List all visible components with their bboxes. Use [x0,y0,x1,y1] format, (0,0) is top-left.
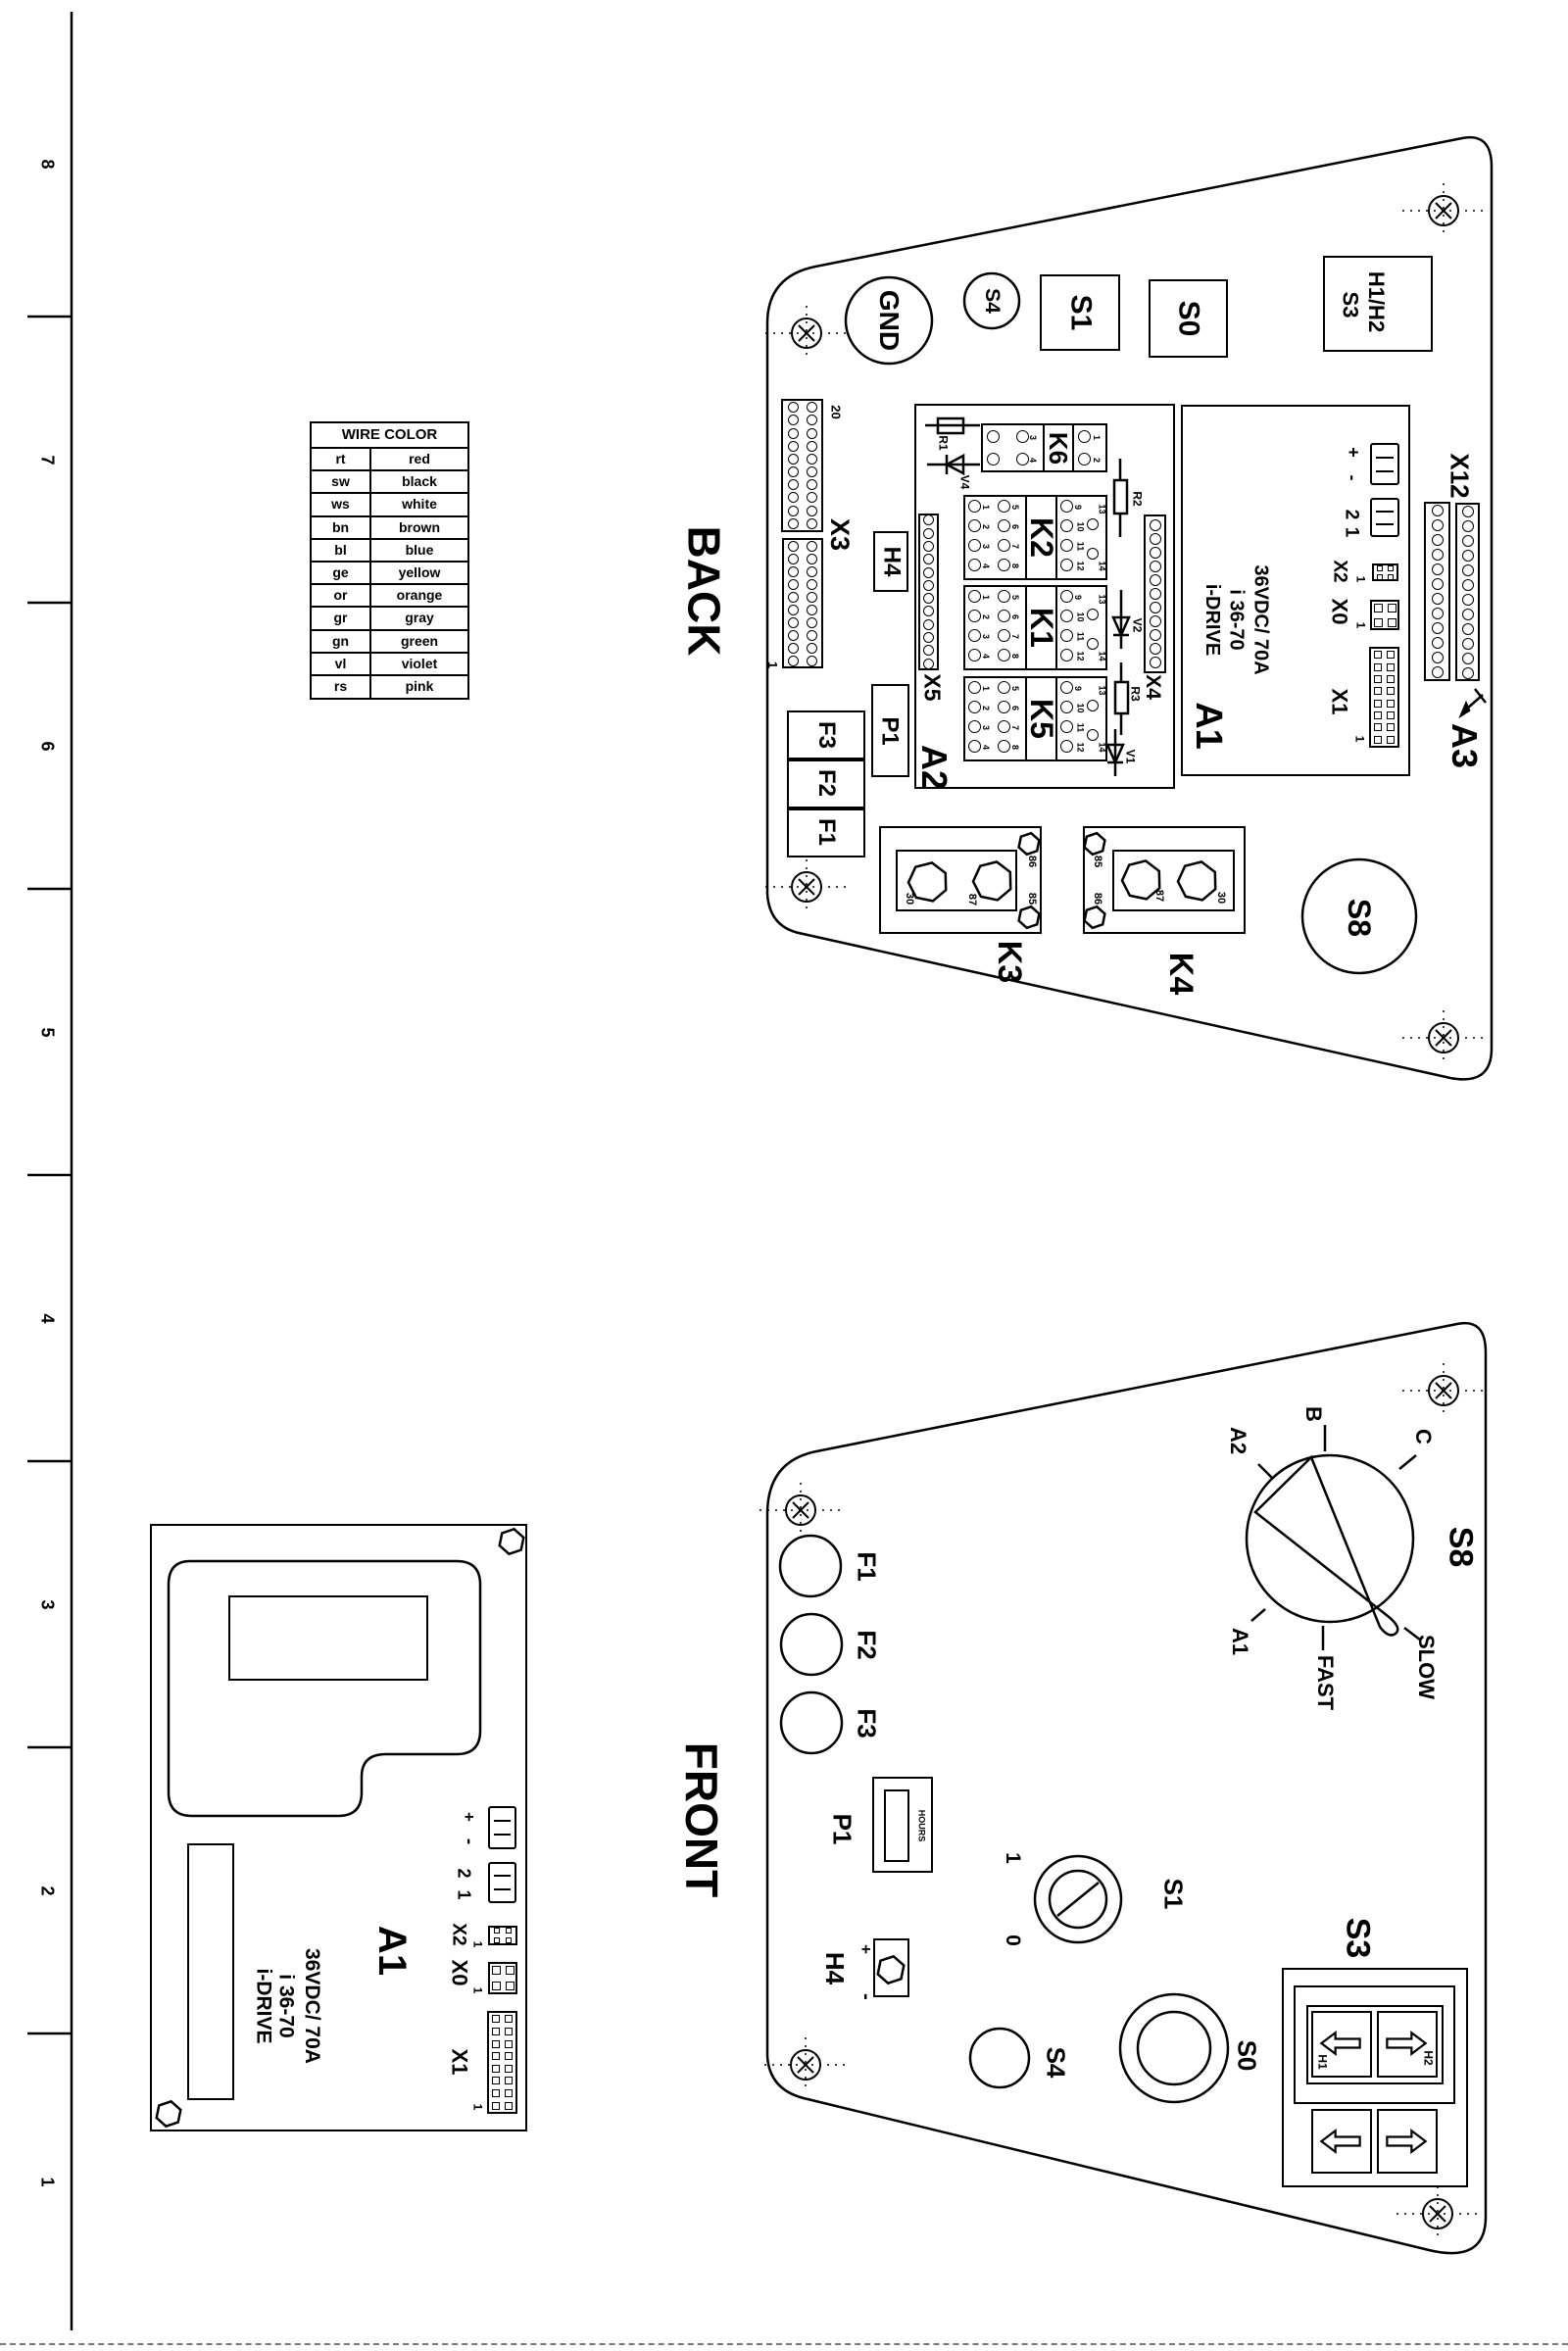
wire-color-row: vl violet [312,654,467,676]
relay-pin [1078,430,1091,443]
wire-color-row: gn green [312,631,467,654]
wire-color-table [310,421,469,700]
connector-pin [807,454,817,465]
connector-pin [788,479,799,490]
connector-pin [788,592,799,603]
connector-pin [492,1982,501,1990]
front-p1-window [884,1789,909,1862]
connector-pin [1462,594,1474,606]
relay-pin [1060,681,1073,694]
connector-pin [807,506,817,516]
connector-pin [492,2052,500,2060]
back-a1-x1-connector [1369,647,1399,748]
relay-pin-number: 10 [1075,521,1086,532]
connector-pin [492,2065,500,2073]
relay-pin [968,720,981,733]
connector-pin [505,2028,513,2035]
relay-pin [998,740,1010,753]
x12-connector-b [1455,503,1480,681]
relay-pin-number: 7 [1010,543,1021,550]
relay-pin [998,720,1010,733]
connector-pin [1388,604,1396,612]
connector-pin [788,441,799,452]
connector-pin [923,632,934,643]
relay-k1 [963,585,1107,670]
connector-pin [807,656,817,666]
relay-pin-number: 6 [1010,523,1021,530]
wire-color-row: ws white [312,494,467,516]
connector-pin [1150,615,1161,627]
connector-pin [788,541,799,552]
connector-pin [1432,534,1444,546]
a1-module-slot [187,1843,234,2100]
connector-pin [492,2089,500,2097]
relay-pin [1060,559,1073,571]
screw-icon [760,1483,842,1538]
right-arrow-icon [1387,2131,1425,2151]
relay-pin-number: 7 [1010,724,1021,731]
relay-pin [968,519,981,532]
connector-pin [1387,651,1395,659]
relay-pin-number: 6 [1010,705,1021,711]
relay-pin-number: 1 [981,504,992,511]
connector-pin [1377,574,1383,580]
connector-pin [788,656,799,666]
relay-pin-number: 13 [1097,504,1107,514]
relay-pin-number: 4 [981,563,992,569]
relay-pin [1078,453,1091,465]
connector-pin [788,492,799,503]
relay-pin-number: 13 [1097,685,1107,696]
screw-icon [1402,183,1485,238]
relay-pin-number: 7 [1010,633,1021,640]
relay-pin [1060,740,1073,753]
connector-pin [1374,736,1382,744]
connector-pin [1387,687,1395,695]
relay-pin [987,430,1000,443]
k6-label: K6 [1044,431,1074,465]
connector-pin [807,592,817,603]
connector-pin [1432,578,1444,590]
connector-pin [492,2028,500,2035]
wire-color-table-title: WIRE COLOR [312,423,467,449]
connector-pin [923,606,934,616]
connector-pin [1432,666,1444,678]
connector-pin [788,518,799,529]
connector-pin [1387,663,1395,671]
wire-color-row: sw black [312,471,467,494]
back-a1-motor-terminal [1370,498,1399,537]
relay-pin-number: 3 [981,724,992,731]
connector-pin [807,441,817,452]
relay-pin-number: 14 [1097,742,1107,753]
connector-pin [923,528,934,539]
connector-pin [494,1928,500,1934]
relay-pin-number: 12 [1075,742,1086,753]
connector-pin [1150,547,1161,559]
relay-pin [1060,500,1073,513]
connector-pin [506,1982,514,1990]
relay-pin [998,629,1010,642]
connector-pin [788,630,799,641]
s3-low-right-button[interactable] [1377,2109,1438,2174]
drawing-sheet: WIRE COLOR rt red sw black ws white bn brown bl blue ge yellow or orange gr gray gn green vl violet rs pink BACK FRONT GND S4 S1 S0 S3 H1/H2 20 1 X3 H4 A2 X5 X4 R1 V4 R2 V2 R3 V1 3 4 K6 1 2 1 2 3 4 5 6 7 8 K2 9 10 11 12 13 14 1 2 3 4 5 6 7 8 K1 9 10 11 12 13 14 1 2 3 4 5 6 7 8 K5 9 10 11 12 13 14 A1 i-DRIVE i 36-70 36VDC/ 70A X1 1 X0 1 X2 1 + - 2 1 X12 A3 F3 F2 F1 P1 30 87 86 85 K3 87 30 85 86 K4 S8 F1 F2 F3 HOURS P1 + - H4 1 0 S1 S4 S0 H1 H2 S3 A2 B C A1 FAST SLOW S8 A1 i-DRIVE i 36-70 36VDC/ 70A X1 1 X0 1 X2 1 + - 2 1 8 7 6 5 4 3 2 1 [0,0,1568,2351]
connector-pin [788,402,799,413]
connector-pin [505,2102,513,2110]
connector-pin [1432,637,1444,649]
wire-color-row: ge yellow [312,563,467,585]
relay-pin [968,590,981,603]
connector-pin [505,2015,513,2023]
connector-pin [1462,506,1474,517]
module-x2-connector [488,1926,517,1945]
sheet-bottom-edge [0,2343,1568,2345]
x3-connector-a [781,399,823,532]
connector-pin [1150,588,1161,600]
front-h4-lamp [873,1938,909,1997]
connector-pin [1374,687,1382,695]
relay-pin-number: 9 [1073,685,1084,692]
x4-connector [1144,514,1166,673]
connector-pin [807,428,817,439]
connector-pin [1387,700,1395,708]
connector-pin [1388,565,1394,571]
relay-pin [998,610,1010,622]
left-arrow-icon [1321,2033,1359,2053]
connector-pin [1374,711,1382,719]
relay-pin [1087,609,1099,620]
connector-pin [505,2089,513,2097]
connector-pin [807,518,817,529]
relay-pin-number: 3 [1028,434,1039,441]
left-arrow-icon [1321,2131,1359,2151]
connector-pin [807,415,817,425]
connector-pin [923,580,934,591]
wire-color-row: bn brown [312,517,467,540]
connector-pin [492,2077,500,2084]
connector-pin [492,2015,500,2023]
connector-pin [788,506,799,516]
connector-pin [1150,574,1161,586]
relay-pin [1060,590,1073,603]
relay-pin [1087,548,1099,560]
relay-pin-number: 11 [1075,722,1086,733]
module-x1-connector [487,2011,517,2114]
connector-pin [1462,609,1474,620]
connector-pin [1387,736,1395,744]
relay-pin [968,559,981,571]
relay-pin [968,500,981,513]
x5-connector [918,514,939,670]
relay-pin-number: 5 [1010,594,1021,601]
connector-pin [807,541,817,552]
connector-pin [1432,622,1444,634]
connector-pin [788,554,799,564]
relay-pin [998,539,1010,552]
connector-pin [807,402,817,413]
connector-pin [1462,579,1474,591]
back-a1-x0-connector [1370,600,1399,630]
connector-pin [505,2077,513,2084]
screw-icon [765,306,848,361]
module-power-terminal [488,1806,516,1849]
right-arrow-icon [1387,2033,1425,2053]
connector-pin [1432,608,1444,619]
connector-pin [807,566,817,577]
connector-pin [807,617,817,628]
relay-pin [1087,518,1099,530]
connector-pin [807,554,817,564]
relay-pin [998,681,1010,694]
connector-pin [1374,723,1382,731]
connector-pin [1150,657,1161,668]
module-x0-connector [488,1962,517,1994]
relay-pin [968,539,981,552]
x3-connector-b [782,538,823,668]
relay-pin-number: 2 [981,705,992,711]
relay-pin-number: 1 [981,594,992,601]
connector-pin [923,593,934,604]
connector-pin [1150,643,1161,655]
wire-color-row: rt red [312,449,467,471]
connector-pin [1387,723,1395,731]
connector-pin [788,566,799,577]
connector-pin [1432,519,1444,531]
connector-pin [923,514,934,525]
connector-pin [1462,550,1474,562]
relay-pin-number: 2 [981,523,992,530]
wire-color-row: or orange [312,585,467,608]
connector-pin [506,1966,514,1975]
connector-pin [923,659,934,669]
relay-pin [998,701,1010,713]
relay-pin [968,649,981,661]
connector-pin [807,466,817,477]
k5-label: K5 [1024,699,1059,739]
connector-pin [923,619,934,630]
back-a1-x2-connector [1372,563,1398,581]
connector-pin [492,1966,501,1975]
connector-pin [807,605,817,615]
relay-pin-number: 14 [1097,651,1107,661]
s3-up-right-button[interactable] [1377,2011,1438,2078]
relay-pin [998,500,1010,513]
relay-pin [998,559,1010,571]
relay-pin-number: 13 [1097,594,1107,605]
relay-pin [1060,720,1073,733]
connector-pin [1462,667,1474,679]
connector-pin [1388,618,1396,627]
connector-pin [1150,519,1161,531]
connector-pin [1374,618,1383,627]
relay-pin [1087,638,1099,650]
relay-pin [1060,649,1073,661]
relay-pin-number: 4 [1028,457,1039,464]
relay-pin-number: 5 [1010,504,1021,511]
x12-connector-a [1424,502,1450,681]
relay-pin-number: 1 [1092,434,1102,441]
connector-pin [1377,565,1383,571]
relay-pin [968,629,981,642]
relay-pin-number: 2 [1092,457,1102,464]
connector-pin [1387,711,1395,719]
relay-pin-number: 4 [981,744,992,751]
screw-icon [1402,1363,1485,1418]
connector-pin [788,454,799,465]
connector-pin [807,630,817,641]
relay-pin [998,649,1010,661]
connector-pin [506,1928,512,1934]
k2-label: K2 [1024,517,1059,558]
relay-k2 [963,495,1107,580]
k1-label: K1 [1024,608,1059,648]
connector-pin [1150,561,1161,572]
relay-pin [1060,539,1073,552]
connector-pin [923,541,934,552]
relay-pin-number: 11 [1075,631,1086,642]
s3-h2-label: H2 [1421,2050,1436,2066]
connector-pin [1432,652,1444,663]
connector-pin [1462,564,1474,576]
relay-pin [998,519,1010,532]
connector-pin [923,567,934,578]
relay-pin [987,453,1000,465]
relay-pin [968,701,981,713]
relay-pin [1060,629,1073,642]
relay-pin-number: 10 [1075,612,1086,622]
relay-pin-number: 5 [1010,685,1021,692]
connector-pin [1462,520,1474,532]
relay-pin [968,740,981,753]
relay-k5 [963,676,1107,761]
connector-pin [807,492,817,503]
connector-pin [1432,505,1444,516]
connector-pin [807,643,817,654]
connector-pin [807,579,817,590]
connector-pin [1374,651,1382,659]
back-a1-power-terminal [1370,443,1399,485]
wire-color-table-rows [312,449,467,699]
relay-pin [1060,701,1073,713]
connector-pin [788,579,799,590]
s3-low-left-button[interactable] [1311,2109,1372,2174]
connector-pin [1462,653,1474,664]
relay-pin-number: 14 [1097,561,1107,571]
connector-pin [788,466,799,477]
connector-pin [494,1937,500,1943]
relay-pin-number: 3 [981,543,992,550]
relay-pin [998,590,1010,603]
connector-pin [788,415,799,425]
wire-color-row: gr gray [312,608,467,630]
module-motor-terminal [488,1862,516,1903]
connector-pin [1374,604,1383,612]
s3-up-left-button[interactable] [1311,2011,1372,2078]
connector-pin [1432,593,1444,605]
wire-color-row: bl blue [312,540,467,563]
connector-pin [1387,675,1395,683]
relay-k6 [981,423,1107,472]
relay-pin-number: 9 [1073,594,1084,601]
connector-pin [492,2102,500,2110]
connector-pin [788,617,799,628]
connector-pin [505,2040,513,2048]
connector-pin [1432,549,1444,561]
relay-pin-number: 8 [1010,744,1021,751]
relay-pin [968,610,981,622]
relay-pin-number: 1 [981,685,992,692]
screw-icon [1402,1010,1485,1065]
relay-pin [1060,610,1073,622]
relay-pin-number: 12 [1075,561,1086,571]
relay-pin-number: 3 [981,633,992,640]
connector-pin [506,1937,512,1943]
screw-icon [1396,2186,1479,2241]
connector-pin [1150,602,1161,613]
connector-pin [505,2052,513,2060]
connector-pin [1374,663,1382,671]
wire-color-row: rs pink [312,676,467,699]
relay-pin-number: 8 [1010,563,1021,569]
relay-pin [1060,519,1073,532]
connector-pin [807,479,817,490]
relay-pin-number: 9 [1073,504,1084,511]
relay-pin [968,681,981,694]
relay-pin [1087,700,1099,711]
connector-pin [788,643,799,654]
relay-pin-number: 10 [1075,703,1086,713]
a1-module-plate [228,1595,428,1681]
relay-pin [1087,729,1099,741]
connector-pin [1374,675,1382,683]
relay-pin-number: 2 [981,613,992,620]
relay-pin-number: 6 [1010,613,1021,620]
relay-pin-number: 11 [1075,541,1086,552]
connector-pin [1462,535,1474,547]
connector-pin [1150,533,1161,545]
connector-pin [1374,700,1382,708]
connector-pin [1462,623,1474,635]
connector-pin [492,2040,500,2048]
connector-pin [1150,629,1161,641]
connector-pin [1388,574,1394,580]
connector-pin [788,428,799,439]
screw-icon [765,859,848,914]
relay-pin-number: 8 [1010,653,1021,660]
connector-pin [788,605,799,615]
relay-pin-number: 4 [981,653,992,660]
connector-pin [1432,563,1444,575]
connector-pin [923,554,934,564]
s3-h1-label: H1 [1315,2054,1330,2070]
relay-pin-number: 12 [1075,651,1086,661]
connector-pin [505,2065,513,2073]
connector-pin [1462,638,1474,650]
connector-pin [923,645,934,656]
